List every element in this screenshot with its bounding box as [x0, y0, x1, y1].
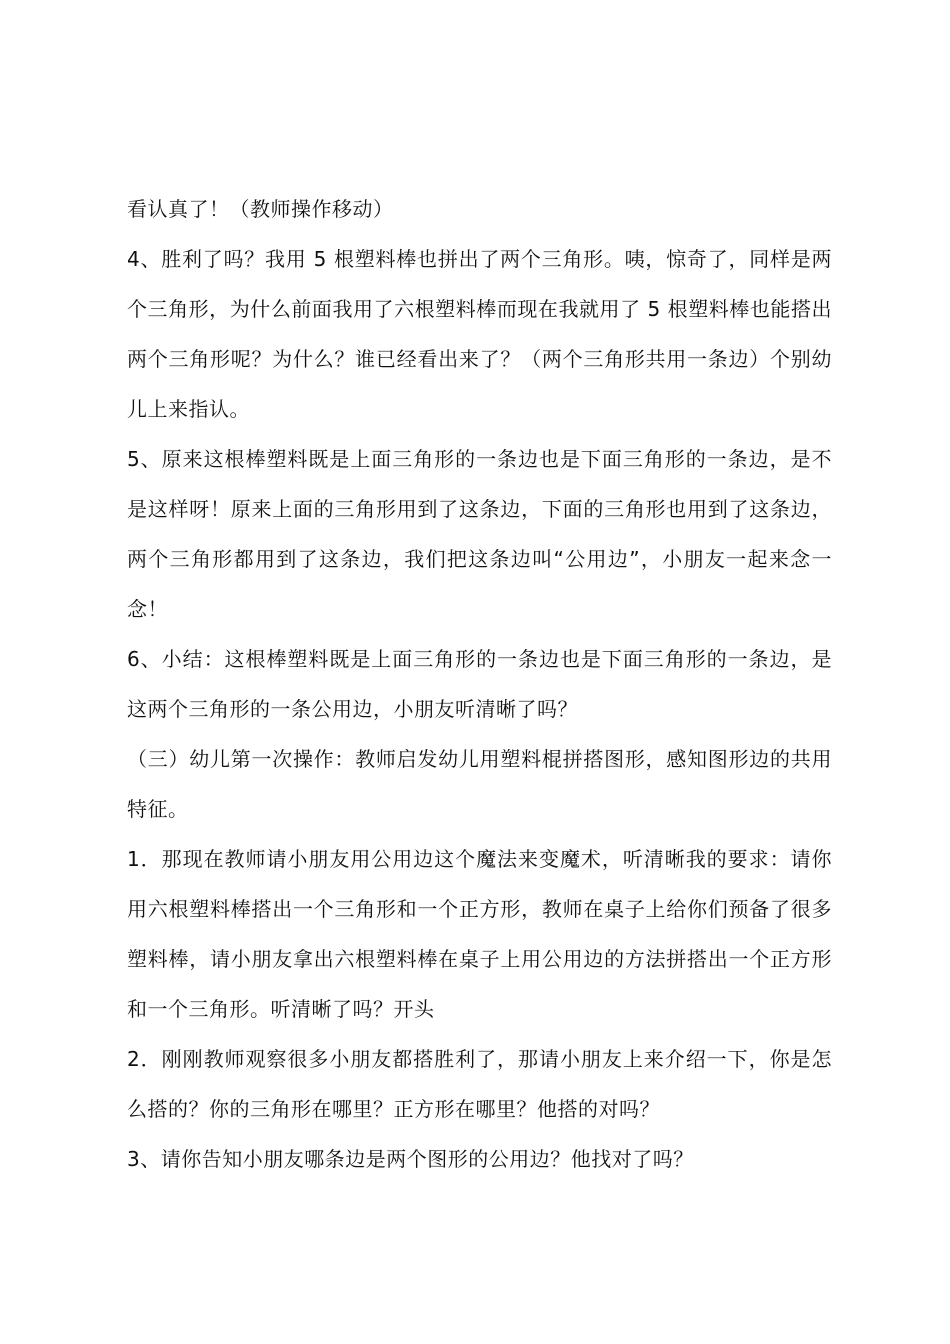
- document-body: [127, 184, 832, 1184]
- paragraph-step-4: 4、胜利了吗？我用 5 根塑料棒也拼出了两个三角形。咦，惊奇了，同样是两个三角形，为什么前面我用了六根塑料棒而现在我就用了 5 根塑料棒也能搭出两个三角形呢？为什么？谁已经看出来了？（两个三角形共用一条边）个别幼儿上来指认。: [127, 247, 832, 421]
- paragraph-step-6-summary: 6、小结：这根棒塑料既是上面三角形的一条边也是下面三角形的一条边，是这两个三角形的一条公用边，小朋友听清晰了吗？: [127, 647, 832, 721]
- paragraph-operation-step-3: 3、请你告知小朋友哪条边是两个图形的公用边？他找对了吗？: [127, 1147, 694, 1171]
- paragraph-operation-step-2: 2．刚刚教师观察很多小朋友都搭胜利了，那请小朋友上来介绍一下，你是怎么搭的？你的三角形在哪里？正方形在哪里？他搭的对吗？: [127, 1047, 832, 1121]
- paragraph-section-3-heading: （三）幼儿第一次操作：教师启发幼儿用塑料棍拼搭图形，感知图形边的共用特征。: [127, 747, 832, 821]
- paragraph-operation-step-1: 1．那现在教师请小朋友用公用边这个魔法来变魔术，听清晰我的要求：请你用六根塑料棒搭出一个三角形和一个正方形，教师在桌子上给你们预备了很多塑料棒，请小朋友拿出六根塑料棒在桌子上用公用边的方法拼搭出一个正方形和一个三角形。听清晰了吗？开头: [127, 847, 832, 1021]
- paragraph-teacher-demo: 看认真了！（教师操作移动）: [127, 197, 394, 221]
- paragraph-step-5: 5、原来这根棒塑料既是上面三角形的一条边也是下面三角形的一条边，是不是这样呀！原来上面的三角形用到了这条边，下面的三角形也用到了这条边，两个三角形都用到了这条边，我们把这条边叫“公用边”，小朋友一起来念一念！: [127, 447, 832, 621]
